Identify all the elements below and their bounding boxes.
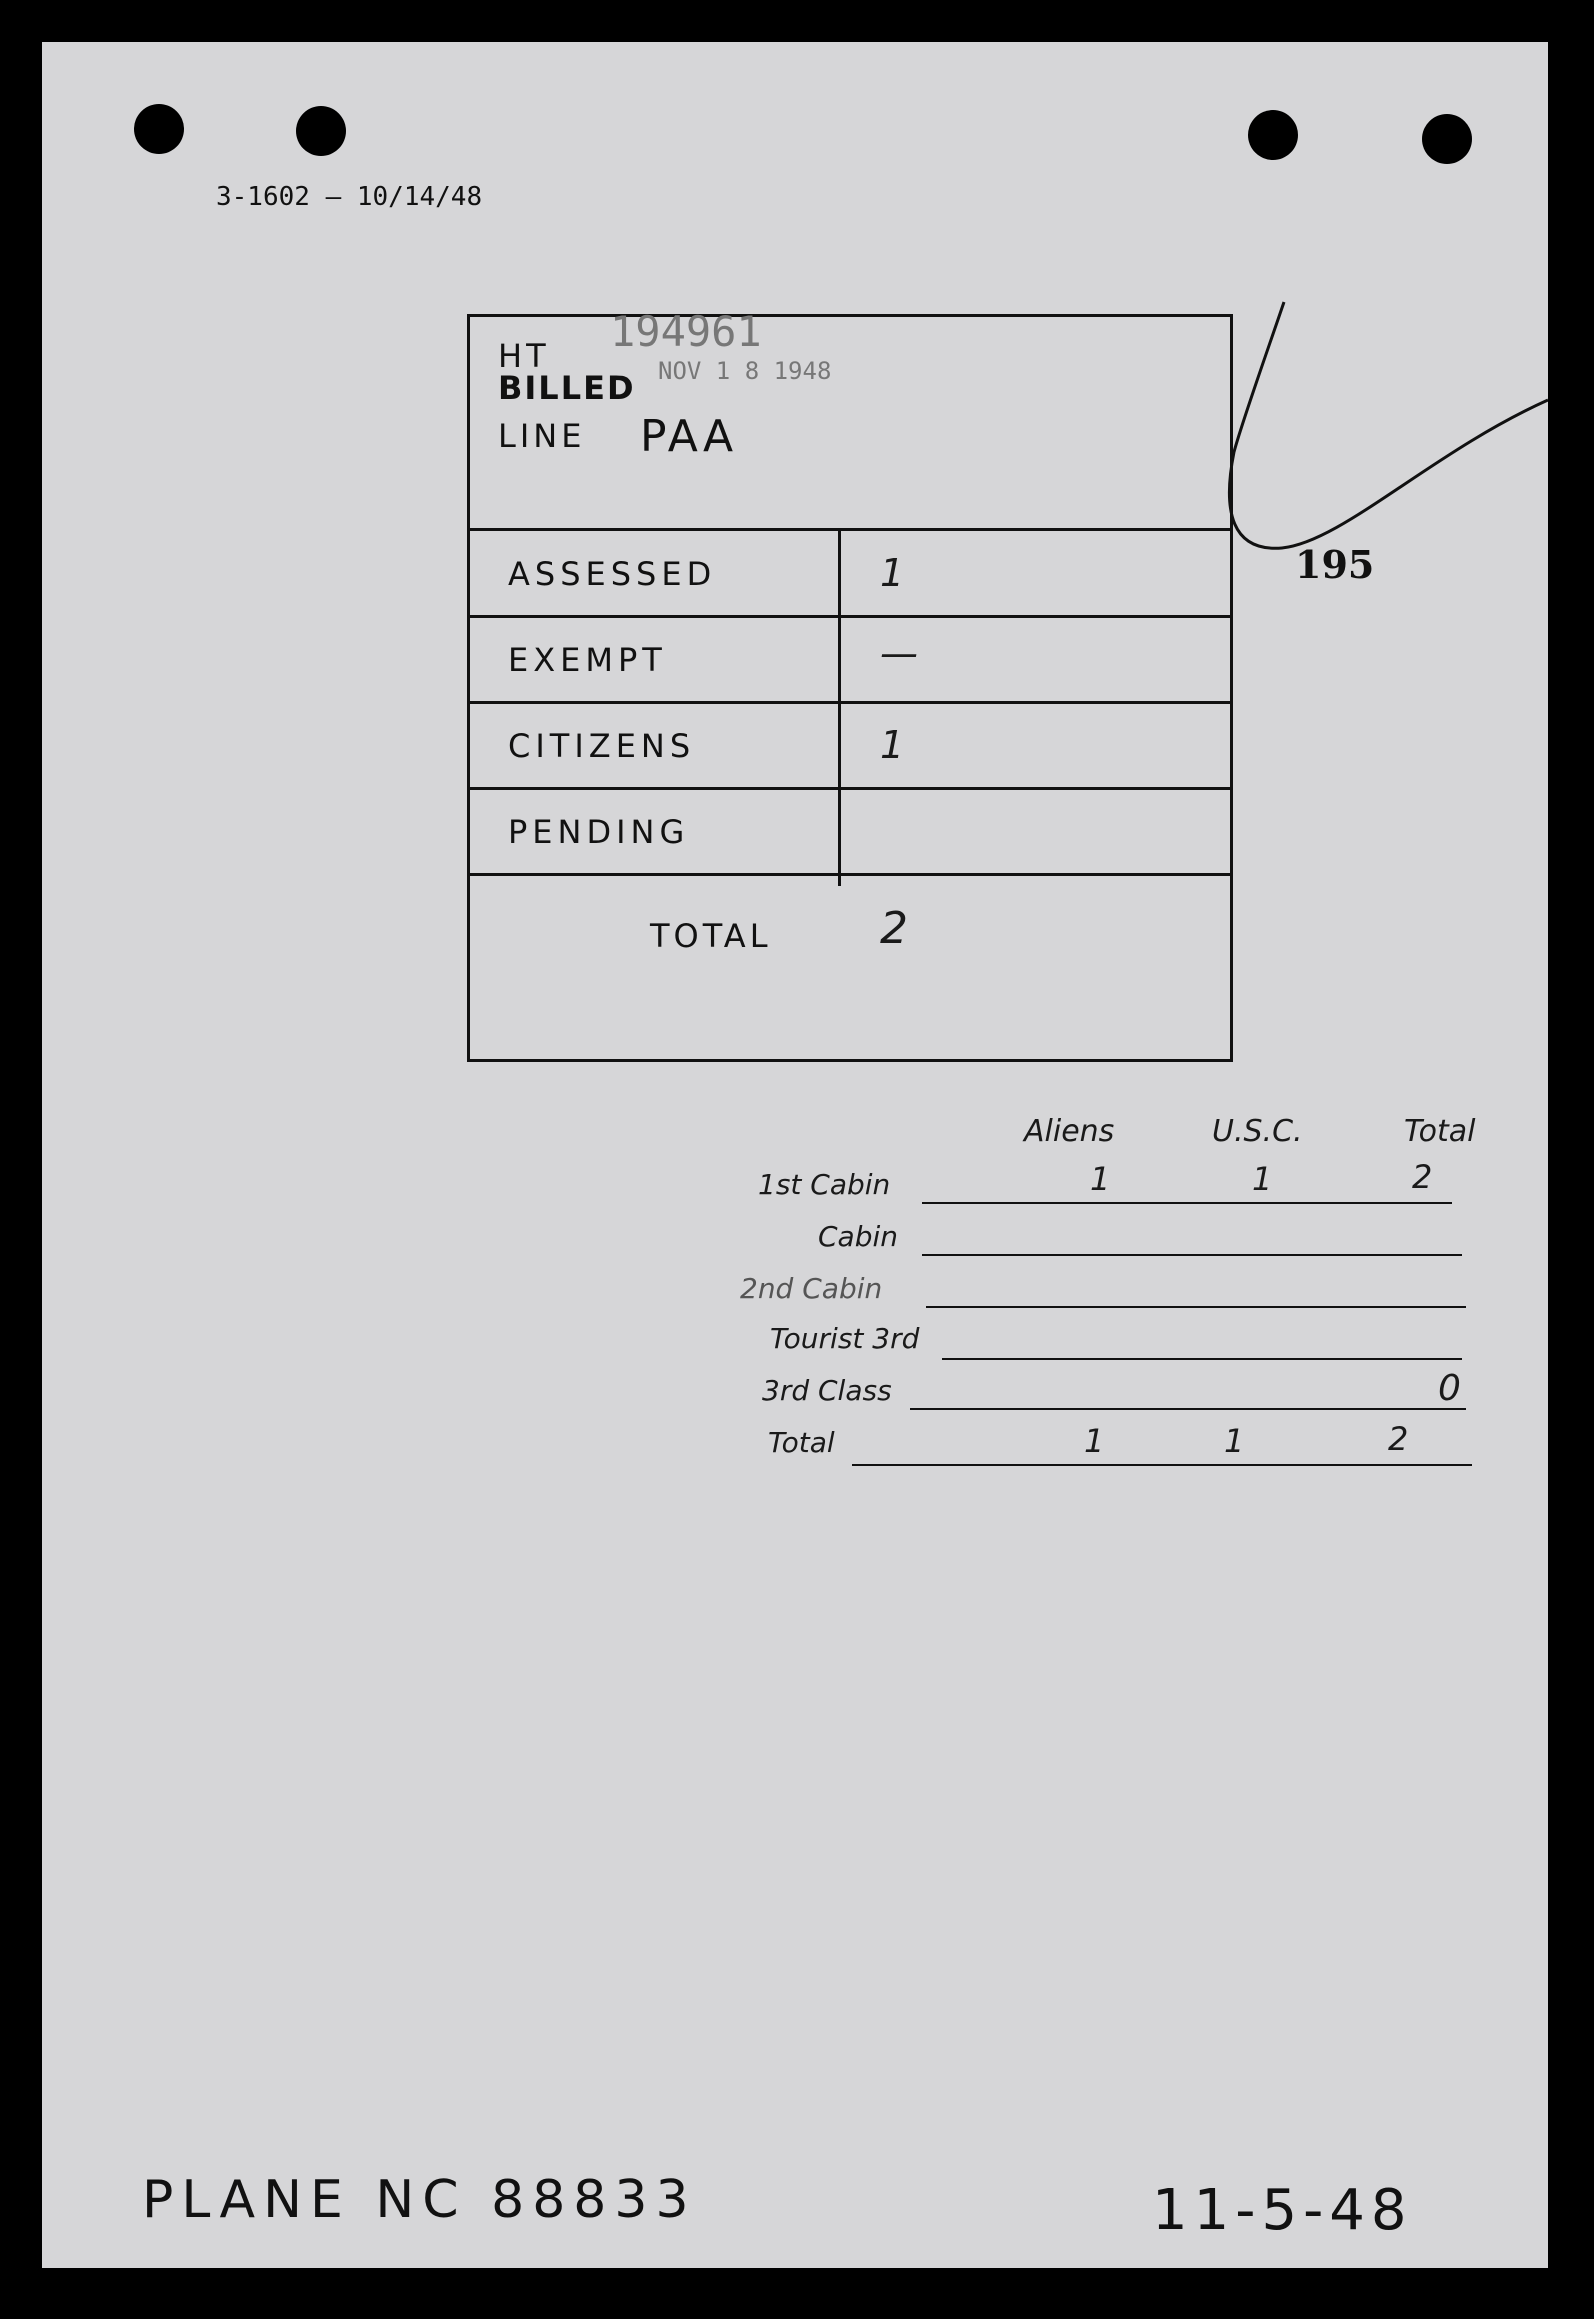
form-divider xyxy=(470,528,1230,531)
pen-stroke xyxy=(1172,252,1548,572)
class-label-cabin: Cabin xyxy=(818,1220,899,1253)
class-line xyxy=(922,1254,1462,1256)
header-usc: U.S.C. xyxy=(1212,1114,1303,1149)
header-aliens: Aliens xyxy=(1024,1114,1115,1149)
header-total: Total xyxy=(1404,1114,1476,1149)
footer-date: 11-5-48 xyxy=(1152,2178,1413,2243)
class-value: 1 xyxy=(1252,1160,1273,1198)
class-label-1st-cabin: 1st Cabin xyxy=(758,1168,891,1201)
form-divider xyxy=(470,615,1230,618)
class-line xyxy=(926,1306,1466,1308)
row-label-exempt: EXEMPT xyxy=(508,641,667,679)
row-value-assessed: 1 xyxy=(880,551,905,595)
billing-form-box xyxy=(467,307,1233,1062)
class-value: 1 xyxy=(1090,1160,1111,1198)
header-line-ht: HT xyxy=(498,337,550,375)
class-value: 2 xyxy=(1388,1420,1409,1458)
class-line xyxy=(910,1408,1466,1410)
class-line xyxy=(922,1202,1452,1204)
row-label-assessed: ASSESSED xyxy=(508,555,717,593)
header-line-billed: BILLED xyxy=(498,369,636,407)
binder-hole-4 xyxy=(1422,114,1472,164)
class-value: 1 xyxy=(1084,1422,1105,1460)
plane-number: PLANE NC 88833 xyxy=(142,2170,697,2230)
header-line-line: LINE xyxy=(498,417,586,455)
class-label-total: Total xyxy=(768,1426,835,1459)
line-value: PAA xyxy=(640,411,738,462)
document-sheet xyxy=(42,42,1548,2268)
row-value-citizens: 1 xyxy=(880,723,905,767)
form-column-divider xyxy=(838,531,841,886)
class-label-3rd-class: 3rd Class xyxy=(762,1374,892,1407)
binder-hole-1 xyxy=(134,104,184,154)
binder-hole-3 xyxy=(1248,110,1298,160)
row-label-pending: PENDING xyxy=(508,813,690,851)
binder-hole-2 xyxy=(296,106,346,156)
form-divider xyxy=(470,873,1230,876)
stamp-date: NOV 1 8 1948 xyxy=(658,357,832,385)
page-number: 195 xyxy=(1295,542,1375,587)
class-label-tourist-3rd: Tourist 3rd xyxy=(770,1322,920,1355)
total-label: TOTAL xyxy=(650,917,772,955)
row-value-exempt: — xyxy=(880,631,918,675)
row-label-citizens: CITIZENS xyxy=(508,727,696,765)
form-divider xyxy=(470,701,1230,704)
class-value: 2 xyxy=(1412,1158,1433,1196)
class-value: 1 xyxy=(1224,1422,1245,1460)
file-reference: 3-1602 — 10/14/48 xyxy=(216,182,483,212)
class-value: 0 xyxy=(1438,1368,1461,1409)
stamp-number: 194961 xyxy=(610,307,762,356)
class-line xyxy=(852,1464,1472,1466)
form-divider xyxy=(470,787,1230,790)
class-label-2nd-cabin: 2nd Cabin xyxy=(740,1272,883,1305)
total-value: 2 xyxy=(880,903,908,954)
class-line xyxy=(942,1358,1462,1360)
